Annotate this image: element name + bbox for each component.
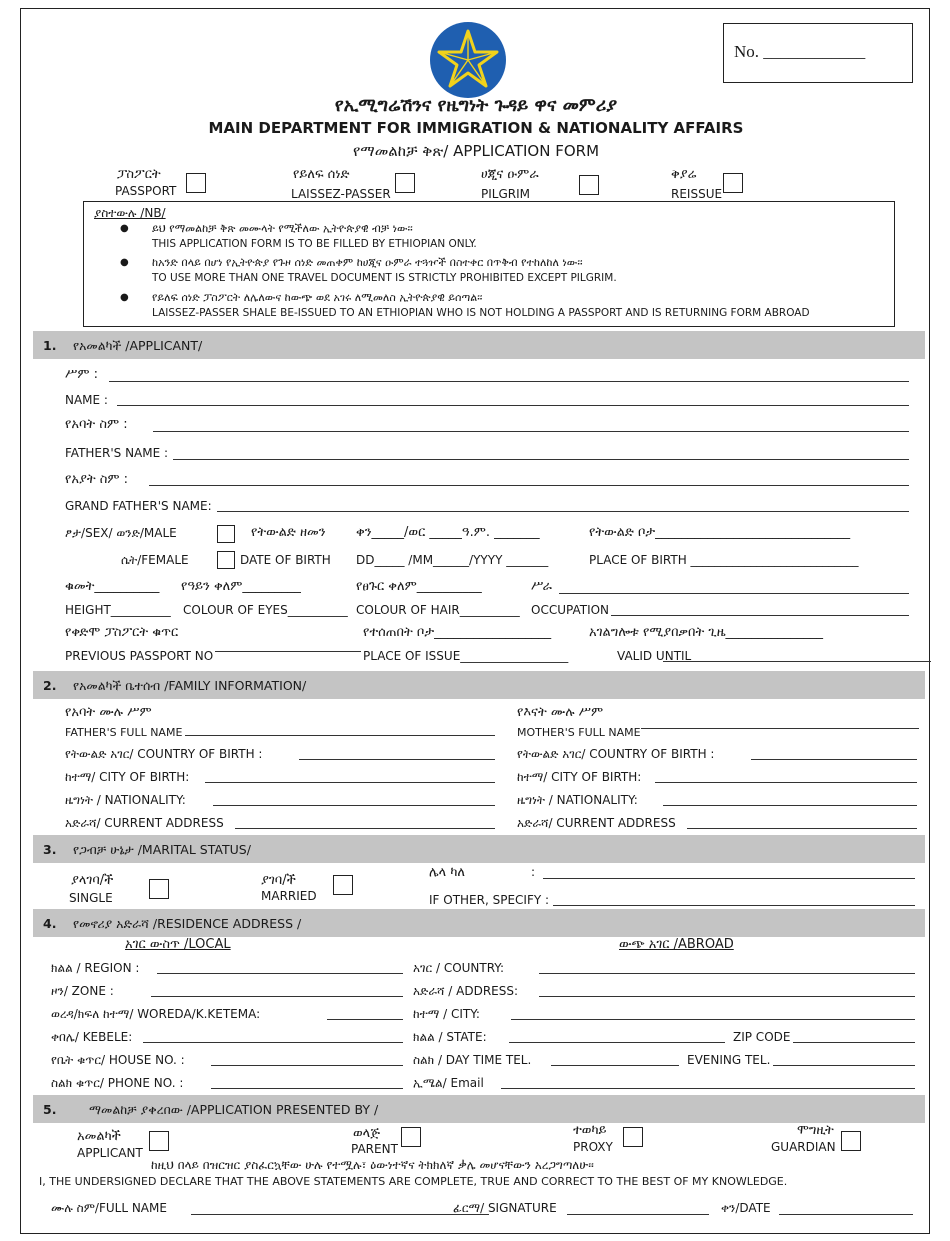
- father-city-field[interactable]: [205, 782, 495, 783]
- kebele-label: ቀበሌ/ KEBELE:: [51, 1030, 133, 1044]
- guardian-am-label: ሞግዚት: [797, 1123, 834, 1138]
- woreda-field[interactable]: [327, 1019, 403, 1020]
- section-2-number: 2.: [43, 678, 57, 693]
- type-reissue-en: REISSUE: [671, 187, 723, 201]
- kebele-field[interactable]: [143, 1042, 403, 1043]
- pilgrim-checkbox[interactable]: [579, 175, 599, 195]
- applicant-checkbox[interactable]: [149, 1131, 169, 1151]
- signature-field[interactable]: [567, 1214, 709, 1215]
- bullet-icon: ●: [120, 257, 129, 268]
- address-abroad-label: አድራሻ / ADDRESS:: [413, 984, 519, 998]
- prev-passport-field[interactable]: [215, 651, 361, 652]
- laissez-passer-checkbox[interactable]: [395, 173, 415, 193]
- house-no-label: የቤት ቁጥር/ HOUSE NO. :: [51, 1053, 185, 1067]
- phone-no-field[interactable]: [211, 1088, 403, 1089]
- daytime-tel-field[interactable]: [551, 1065, 679, 1066]
- father-nationality-label: ዜግነት / NATIONALITY:: [65, 793, 186, 807]
- address-abroad-field[interactable]: [539, 996, 915, 997]
- mother-nationality-field[interactable]: [663, 805, 917, 806]
- mother-city-label: ከተማ/ CITY OF BIRTH:: [517, 770, 642, 784]
- email-label: ኢሜል/ Email: [413, 1076, 484, 1090]
- zone-field[interactable]: [151, 996, 403, 997]
- father-name-en-field[interactable]: [173, 459, 909, 460]
- section-3-number: 3.: [43, 842, 57, 857]
- father-name-am-field[interactable]: [153, 431, 909, 432]
- proxy-checkbox[interactable]: [623, 1127, 643, 1147]
- region-field[interactable]: [157, 973, 403, 974]
- mother-country-label: የትውልድ አገር/ COUNTRY OF BIRTH :: [517, 747, 715, 761]
- section-5-title: ማመልከቻ ያቀረበው /APPLICATION PRESENTED BY /: [89, 1102, 379, 1117]
- female-checkbox[interactable]: [217, 551, 235, 569]
- section-2-header: [33, 671, 925, 699]
- eyes-en-label[interactable]: COLOUR OF EYES__________: [183, 603, 348, 617]
- hair-en-label[interactable]: COLOUR OF HAIR__________: [356, 603, 520, 617]
- fullname-label: ሙሉ ስም/FULL NAME: [51, 1201, 167, 1215]
- nb-item-1-am: ይህ የማመልከቻ ቅጽ መሙላት የሚችለው ኢትዮጵያዊ ብቻ ነው፡፡: [152, 222, 413, 235]
- section-5-header: [33, 1095, 925, 1123]
- single-checkbox[interactable]: [149, 879, 169, 899]
- title-english: MAIN DEPARTMENT FOR IMMIGRATION & NATIONALITY AFFAIRS: [208, 119, 744, 137]
- section-3-header: [33, 835, 925, 863]
- type-passport-en: PASSPORT: [115, 184, 177, 198]
- sex-male-label: ፆታ/SEX/ ወንድ/MALE: [65, 526, 177, 540]
- nb-heading: ያስተውሉ /NB/: [94, 206, 166, 220]
- nb-item-2-am: ከአንድ በላይ በሆነ የኢትዮጵያ የጉዞ ሰነድ መጠቀም ከሀጂና ዑምራ ተጓዦች በስተቀር በጥቅብ የተከለከለ ነው፡፡: [152, 256, 583, 269]
- parent-am-label: ወላጅ: [353, 1126, 380, 1141]
- date-field[interactable]: [779, 1214, 913, 1215]
- passport-checkbox[interactable]: [186, 173, 206, 193]
- section-4-title: የመኖሪያ አድራሻ /RESIDENCE ADDRESS /: [73, 916, 302, 931]
- state-field[interactable]: [509, 1042, 725, 1043]
- type-pilgrim-am: ሀጂና ዑምራ: [481, 167, 539, 182]
- section-1-title: የአመልካች /APPLICANT/: [73, 338, 203, 353]
- nb-item-2-en: TO USE MORE THAN ONE TRAVEL DOCUMENT IS STRICTLY PROHIBITED EXCEPT PILGRIM.: [152, 272, 617, 284]
- other-en-field[interactable]: [553, 905, 915, 906]
- place-issue-am-label[interactable]: የተሰጠበት ቦታ__________________: [363, 625, 552, 640]
- grandfather-en-label: GRAND FATHER'S NAME:: [65, 499, 212, 513]
- name-am-field[interactable]: [109, 381, 909, 382]
- zone-label: ዞን/ ZONE :: [51, 984, 114, 998]
- valid-until-en-label: VALID UNTIL: [617, 649, 692, 663]
- date-label: ቀን/DATE: [721, 1201, 771, 1215]
- declaration-am: ከዚህ በላይ በዝርዝር ያስፈርኳቸው ሁሉ የተሟሉ፣ ዕውነተኛና ትክክለኛ ቃሌ መሆናቸውን አረጋግጣለሁ፡፡: [151, 1158, 594, 1172]
- evening-tel-label: EVENING TEL.: [687, 1053, 771, 1067]
- pob-am-label[interactable]: የትውልድ ቦታ______________________________: [589, 525, 851, 540]
- applicant-am-label: አመልካች: [77, 1129, 121, 1144]
- prev-passport-am-label: የቀድሞ ፓስፖርት ቁጥር: [65, 625, 179, 640]
- title-amharic: የኢሚግሬሽንና የዜግነት ጉዳይ ዋና መምሪያ: [334, 95, 618, 116]
- type-laissez-am: የይለፍ ሰነድ: [293, 167, 350, 182]
- section-1-header: [33, 331, 925, 359]
- mother-city-field[interactable]: [655, 782, 917, 783]
- mother-fullname-field[interactable]: [641, 728, 919, 729]
- nb-item-3-en: LAISSEZ-PASSER SHALE BE-ISSUED TO AN ETHIOPIAN WHO IS NOT HOLDING A PASSPORT AND IS RETURNING FORM ABROAD: [152, 307, 810, 319]
- name-en-label: NAME :: [65, 393, 108, 407]
- type-reissue-am: ቅያሬ: [671, 167, 697, 182]
- female-label: ሴት/FEMALE: [121, 553, 189, 567]
- other-am-field[interactable]: [543, 878, 915, 879]
- occupation-en-label: OCCUPATION: [531, 603, 610, 617]
- other-en-label: IF OTHER, SPECIFY :: [429, 893, 550, 907]
- form-number-box[interactable]: [723, 23, 913, 83]
- mother-fullname-en-label: MOTHER'S FULL NAME: [517, 726, 641, 739]
- height-en-label[interactable]: HEIGHT__________: [65, 603, 171, 617]
- other-colon: :: [531, 865, 536, 879]
- parent-en-label: PARENT: [351, 1142, 398, 1156]
- parent-checkbox[interactable]: [401, 1127, 421, 1147]
- region-label: ክልል / REGION :: [51, 961, 140, 975]
- zip-label: ZIP CODE: [733, 1030, 791, 1044]
- occupation-en-field[interactable]: [611, 615, 909, 616]
- section-2-title: የአመልካች ቤተሰብ /FAMILY INFORMATION/: [73, 678, 307, 693]
- father-fullname-am-label: የአባት ሙሉ ሥም: [65, 705, 152, 720]
- email-field[interactable]: [501, 1088, 915, 1089]
- married-am-label: ያገባ/ች: [261, 873, 296, 888]
- country-abroad-field[interactable]: [539, 973, 915, 974]
- single-en-label: SINGLE: [69, 891, 113, 905]
- mother-country-field[interactable]: [751, 759, 917, 760]
- type-passport-am: ፓስፖርት: [117, 167, 161, 182]
- valid-until-am-label[interactable]: አገልግሎቱ የሚያበቃበት ጊዜ_______________: [589, 625, 824, 640]
- form-number-label: No. ____________: [734, 42, 866, 61]
- dob-am-label: የትውልድ ዘመን: [251, 525, 326, 540]
- dob-fields-am[interactable]: ቀን_____/ወር _____ዓ.ም. _______: [356, 525, 540, 540]
- mother-fullname-am-label: የእናት ሙሉ ሥም: [517, 705, 604, 720]
- father-address-field[interactable]: [235, 828, 495, 829]
- signature-label: ፊርማ/ SIGNATURE: [453, 1201, 557, 1215]
- eyes-am-label[interactable]: የዓይን ቀለም_________: [181, 579, 301, 594]
- ethiopian-emblem-icon: [427, 19, 509, 101]
- nb-item-3-am: የይለፍ ሰነድ ፓስፖርት ለሌለውና ከውጭ ወደ አገሩ ለሚመለስ ኢትዮጵያዊ ይሰጣል፡፡: [152, 291, 483, 304]
- state-label: ክልል / STATE:: [413, 1030, 487, 1044]
- declaration-en: I, THE UNDERSIGNED DECLARE THAT THE ABOVE STATEMENTS ARE COMPLETE, TRUE AND CORRECT TO THE BEST OF MY KNOWLEDGE.: [39, 1175, 788, 1188]
- bullet-icon: ●: [120, 223, 129, 234]
- applicant-en-label: APPLICANT: [77, 1146, 143, 1160]
- name-am-label: ሥም :: [65, 367, 98, 382]
- single-am-label: ያላገባ/ች: [71, 873, 114, 888]
- city-abroad-field[interactable]: [511, 1019, 915, 1020]
- occupation-am-label: ሥራ: [531, 579, 552, 594]
- section-4-header: [33, 909, 925, 937]
- type-pilgrim-en: PILGRIM: [481, 187, 530, 201]
- section-5-number: 5.: [43, 1102, 57, 1117]
- section-4-number: 4.: [43, 916, 57, 931]
- father-fullname-field[interactable]: [185, 735, 495, 736]
- grandfather-en-field[interactable]: [217, 511, 909, 512]
- evening-tel-field[interactable]: [773, 1065, 915, 1066]
- fullname-field[interactable]: [191, 1214, 489, 1215]
- pob-en-label[interactable]: PLACE OF BIRTH ____________________________: [589, 553, 859, 567]
- woreda-label: ወረዳ/ክፍለ ከተማ/ WOREDA/K.KETEMA:: [51, 1007, 261, 1021]
- nb-item-1-en: THIS APPLICATION FORM IS TO BE FILLED BY ETHIOPIAN ONLY.: [152, 238, 477, 250]
- dob-fields-en[interactable]: DD_____ /MM______/YYYY _______: [356, 553, 549, 567]
- other-am-label: ሌላ ካለ: [429, 865, 466, 880]
- married-en-label: MARRIED: [261, 889, 317, 903]
- guardian-en-label: GUARDIAN: [771, 1140, 836, 1154]
- dob-en-label: DATE OF BIRTH: [240, 553, 331, 567]
- nb-notice-box: [83, 201, 895, 327]
- father-country-label: የትውልድ አገር/ COUNTRY OF BIRTH :: [65, 747, 263, 761]
- grandfather-am-label: የአያት ስም :: [65, 472, 129, 487]
- guardian-checkbox[interactable]: [841, 1131, 861, 1151]
- section-3-title: የጋብቻ ሁኔታ /MARITAL STATUS/: [73, 842, 251, 857]
- type-laissez-en: LAISSEZ-PASSER: [291, 187, 391, 201]
- country-abroad-label: አገር / COUNTRY:: [413, 961, 505, 975]
- form-title: የማመልከቻ ቅጽ/ APPLICATION FORM: [352, 142, 600, 160]
- proxy-am-label: ተወካይ: [573, 1123, 607, 1138]
- occupation-am-field[interactable]: [559, 593, 909, 594]
- zip-field[interactable]: [793, 1042, 915, 1043]
- valid-until-field[interactable]: [663, 661, 931, 662]
- phone-no-label: ስልክ ቁጥር/ PHONE NO. :: [51, 1076, 184, 1090]
- reissue-checkbox[interactable]: [723, 173, 743, 193]
- name-en-field[interactable]: [117, 405, 909, 406]
- local-heading: አገር ውስጥ /LOCAL: [125, 937, 231, 952]
- application-form-page: [20, 8, 930, 1234]
- hair-am-label[interactable]: የፀጉር ቀለም__________: [356, 579, 482, 594]
- place-issue-en-label[interactable]: PLACE OF ISSUE__________________: [363, 649, 569, 663]
- mother-nationality-label: ዜግነት / NATIONALITY:: [517, 793, 638, 807]
- father-name-en-label: FATHER'S NAME :: [65, 446, 169, 460]
- father-nationality-field[interactable]: [213, 805, 495, 806]
- father-country-field[interactable]: [299, 759, 495, 760]
- mother-address-field[interactable]: [687, 828, 917, 829]
- male-checkbox[interactable]: [217, 525, 235, 543]
- father-name-am-label: የአባት ስም :: [65, 417, 128, 432]
- height-am-label[interactable]: ቁመት__________: [65, 579, 160, 594]
- father-address-label: አድራሻ/ CURRENT ADDRESS: [65, 816, 224, 830]
- father-city-label: ከተማ/ CITY OF BIRTH:: [65, 770, 190, 784]
- daytime-tel-label: ስልክ / DAY TIME TEL.: [413, 1053, 532, 1067]
- proxy-en-label: PROXY: [573, 1140, 613, 1154]
- abroad-heading: ውጭ አገር /ABROAD: [619, 937, 734, 952]
- father-fullname-en-label: FATHER'S FULL NAME: [65, 726, 183, 739]
- grandfather-am-field[interactable]: [149, 485, 909, 486]
- section-1-number: 1.: [43, 338, 57, 353]
- city-abroad-label: ከተማ / CITY:: [413, 1007, 480, 1021]
- house-no-field[interactable]: [211, 1065, 403, 1066]
- prev-passport-en-label: PREVIOUS PASSPORT NO: [65, 649, 214, 663]
- mother-address-label: አድራሻ/ CURRENT ADDRESS: [517, 816, 676, 830]
- married-checkbox[interactable]: [333, 875, 353, 895]
- bullet-icon: ●: [120, 292, 129, 303]
